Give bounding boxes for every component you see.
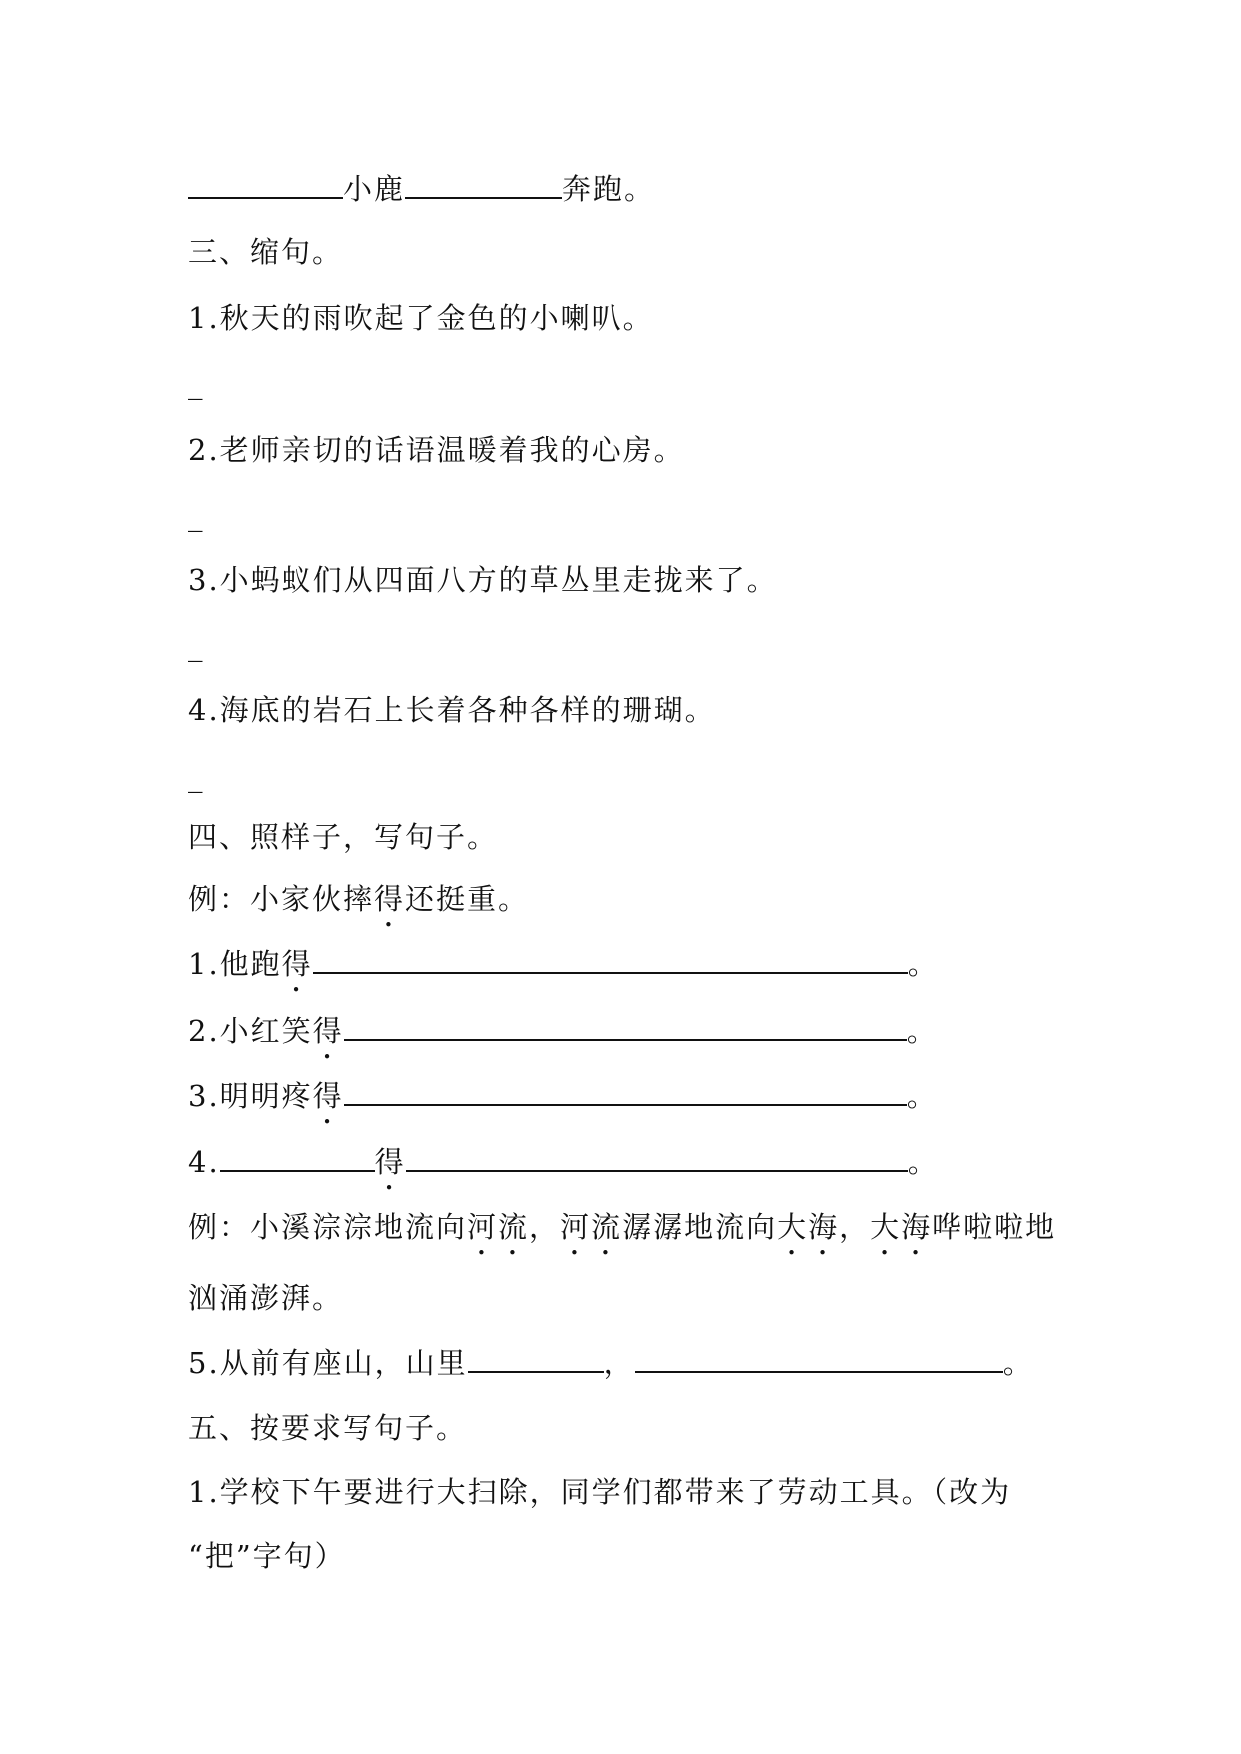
deer-sentence bbox=[188, 169, 655, 209]
emphasized-word: 得 bbox=[312, 1014, 344, 1048]
item-end: 。 bbox=[1002, 1346, 1034, 1380]
example-text: 例：小溪淙淙地流向 bbox=[188, 1210, 468, 1244]
item-prefix: 3.明明疼 bbox=[188, 1079, 313, 1113]
section3-answer-line-1: _ bbox=[188, 366, 205, 400]
example-text: ， bbox=[839, 1210, 871, 1244]
section3-answer-line-3: _ bbox=[188, 628, 205, 662]
fill-blank bbox=[635, 1347, 1003, 1373]
section4-item-1 bbox=[188, 944, 939, 984]
section4-example-1 bbox=[188, 879, 529, 919]
fill-blank bbox=[468, 1347, 604, 1373]
fill-blank bbox=[344, 1015, 907, 1041]
item-prefix: 5.从前有座山，山里 bbox=[188, 1346, 468, 1380]
fill-blank bbox=[313, 948, 908, 974]
section3-question-3: 3.小蚂蚁们从四面八方的草丛里走拢来了。 bbox=[188, 563, 778, 597]
emphasized-word: 河流 bbox=[560, 1210, 623, 1244]
section3-question-4: 4.海底的岩石上长着各种各样的珊瑚。 bbox=[188, 693, 716, 727]
item-end: 。 bbox=[907, 947, 939, 981]
section3-title: 三、缩句。 bbox=[188, 235, 344, 269]
section4-item-2 bbox=[188, 1011, 938, 1051]
emphasized-word: 大海 bbox=[870, 1210, 933, 1244]
fill-blank bbox=[344, 1080, 907, 1106]
section3-answer-line-2: _ bbox=[188, 498, 205, 532]
deer-sentence-end: 奔跑。 bbox=[562, 172, 656, 206]
item-prefix: 1.他跑 bbox=[188, 947, 282, 981]
example-text: 潺潺地流向 bbox=[622, 1210, 778, 1244]
deer-word: 小鹿 bbox=[343, 172, 406, 206]
section4-item-4 bbox=[188, 1142, 939, 1182]
section3-question-1: 1.秋天的雨吹起了金色的小喇叭。 bbox=[188, 301, 654, 335]
item-end: 。 bbox=[906, 1014, 938, 1048]
example-text: ， bbox=[529, 1210, 561, 1244]
example-text: 还挺重。 bbox=[405, 882, 530, 916]
emphasized-word: 得 bbox=[374, 882, 406, 916]
item-separator: ， bbox=[603, 1346, 635, 1380]
emphasized-word: 大海 bbox=[777, 1210, 840, 1244]
section4-item-3 bbox=[188, 1076, 938, 1116]
section4-example-2-line-1 bbox=[188, 1207, 1056, 1247]
section3-answer-line-4: _ bbox=[188, 759, 205, 793]
item-end: 。 bbox=[906, 1079, 938, 1113]
emphasized-word: 河流 bbox=[467, 1210, 530, 1244]
item-end: 。 bbox=[907, 1145, 939, 1179]
item-prefix: 2.小红笑 bbox=[188, 1014, 313, 1048]
emphasized-word: 得 bbox=[312, 1079, 344, 1113]
section5-title: 五、按要求写句子。 bbox=[188, 1411, 468, 1445]
fill-blank bbox=[220, 1146, 375, 1172]
section5-item-1-line-1: 1.学校下午要进行大扫除，同学们都带来了劳动工具。（改为 bbox=[188, 1475, 1012, 1509]
section4-item-5 bbox=[188, 1343, 1034, 1383]
example-text: 例：小家伙摔 bbox=[188, 882, 375, 916]
section4-title: 四、照样子，写句子。 bbox=[188, 820, 499, 854]
fill-blank bbox=[405, 173, 562, 199]
example-text: 哗啦啦地 bbox=[932, 1210, 1057, 1244]
fill-blank bbox=[406, 1146, 908, 1172]
section5-item-1-line-2: “把”字句） bbox=[188, 1539, 346, 1573]
section4-example-2-line-2: 汹涌澎湃。 bbox=[188, 1281, 344, 1315]
emphasized-word: 得 bbox=[281, 947, 313, 981]
item-prefix: 4. bbox=[188, 1145, 220, 1179]
fill-blank bbox=[188, 173, 343, 199]
emphasized-word: 得 bbox=[374, 1145, 406, 1179]
section3-question-2: 2.老师亲切的话语温暖着我的心房。 bbox=[188, 433, 685, 467]
